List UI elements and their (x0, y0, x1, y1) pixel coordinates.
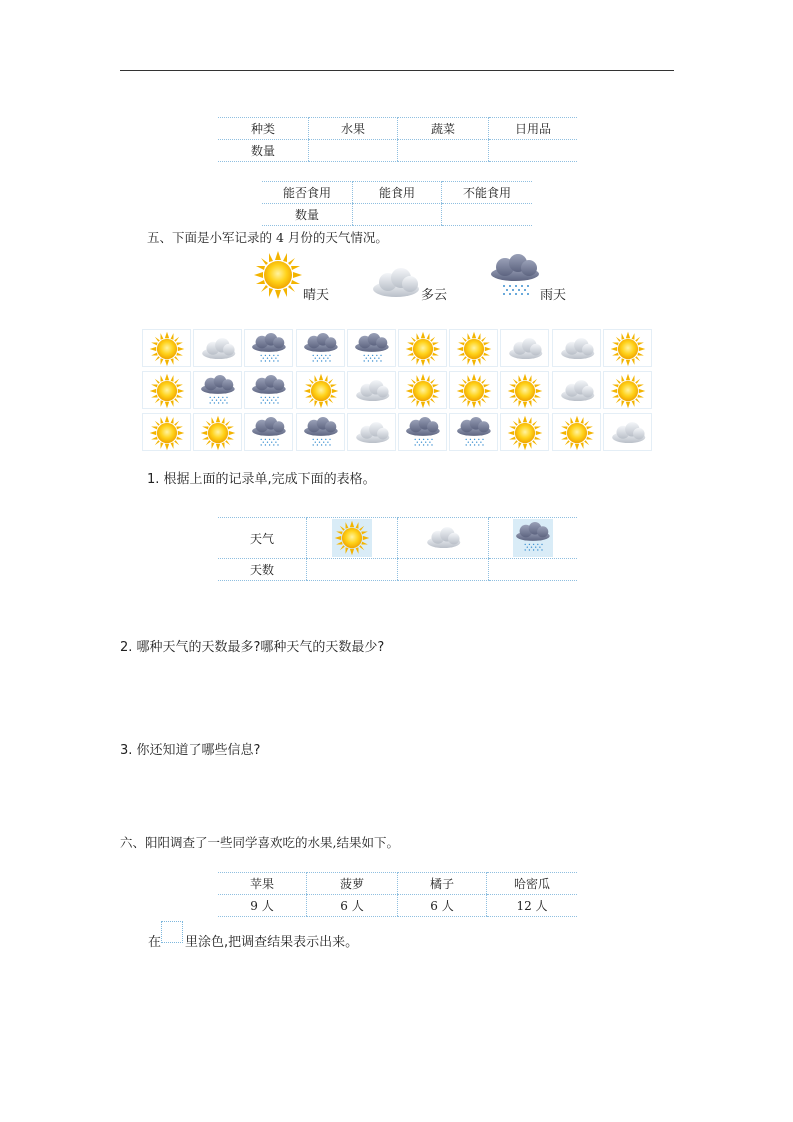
table-cell: 苹果 (218, 873, 307, 895)
weather-cell (193, 413, 242, 451)
section5-heading: 五、下面是小军记录的 4 月份的天气情况。 (147, 230, 388, 245)
sun-icon (604, 330, 653, 368)
weather-cell (193, 329, 242, 367)
table-cell: 菠萝 (307, 873, 398, 895)
cloud-icon (604, 414, 653, 452)
rain-icon (399, 414, 448, 452)
legend-sunny-label: 晴天 (303, 287, 330, 302)
cloud-icon (348, 372, 397, 410)
rain-icon (450, 414, 499, 452)
cloud-icon (194, 330, 243, 368)
sun-icon (143, 414, 192, 452)
table-cell: 哈密瓜 (487, 873, 578, 895)
table-cell: 日用品 (489, 118, 578, 140)
answer-cell[interactable] (353, 204, 442, 226)
table-cell: 6 人 (398, 895, 487, 917)
weather-record-grid (141, 327, 653, 453)
answer-cell[interactable] (489, 559, 578, 581)
sun-icon (143, 372, 192, 410)
cloud-icon (370, 265, 422, 299)
sun-icon (297, 372, 346, 410)
answer-cell[interactable] (307, 559, 398, 581)
table-cell: 天数 (218, 559, 307, 581)
weather-cell (244, 371, 293, 409)
sun-icon (553, 414, 602, 452)
rain-icon (513, 519, 553, 557)
weather-cell (142, 413, 191, 451)
cloud-icon (423, 519, 463, 557)
table-cell: 种类 (218, 118, 309, 140)
question-3: 3. 你还知道了哪些信息? (120, 743, 261, 758)
weather-cell (603, 371, 652, 409)
weather-cell (552, 371, 601, 409)
sun-icon (399, 372, 448, 410)
rain-icon (297, 330, 346, 368)
sun-icon (143, 330, 192, 368)
weather-cell (603, 413, 652, 451)
answer-cell[interactable] (309, 140, 398, 162)
answer-cell[interactable] (398, 559, 489, 581)
cloud-icon (553, 330, 602, 368)
legend-cloudy-label: 多云 (421, 287, 448, 302)
table-cell: 不能食用 (442, 182, 533, 204)
cloudy-column-header (398, 518, 489, 559)
rain-icon (194, 372, 243, 410)
cloud-icon (348, 414, 397, 452)
cloud-icon (553, 372, 602, 410)
weather-cell (347, 329, 396, 367)
rain-icon (488, 254, 542, 298)
weather-cell (244, 329, 293, 367)
weather-cell (500, 329, 549, 367)
instruction-text: 里涂色,把调查结果表示出来。 (185, 935, 359, 950)
edibility-table (262, 181, 532, 226)
weather-cell (552, 413, 601, 451)
fruit-survey-table (218, 872, 577, 917)
table-cell: 数量 (262, 204, 353, 226)
weather-cell (500, 413, 549, 451)
rain-icon (245, 372, 294, 410)
table-cell: 蔬菜 (398, 118, 489, 140)
sun-icon (253, 250, 303, 300)
weather-cell (296, 413, 345, 451)
sun-icon (501, 414, 550, 452)
weather-cell (449, 413, 498, 451)
weather-count-table (218, 517, 577, 581)
weather-cell (193, 371, 242, 409)
table-cell: 6 人 (307, 895, 398, 917)
weather-cell (603, 329, 652, 367)
color-box-icon (161, 921, 183, 943)
table-cell: 数量 (218, 140, 309, 162)
question-1: 1. 根据上面的记录单,完成下面的表格。 (147, 472, 376, 487)
weather-cell (347, 371, 396, 409)
section6-heading: 六、阳阳调查了一些同学喜欢吃的水果,结果如下。 (120, 835, 399, 850)
category-table (218, 117, 577, 162)
table-cell: 水果 (309, 118, 398, 140)
rain-icon (245, 330, 294, 368)
weather-cell (296, 371, 345, 409)
weather-cell (142, 371, 191, 409)
sun-icon (399, 330, 448, 368)
rainy-column-header (489, 518, 578, 559)
weather-cell (449, 329, 498, 367)
sun-icon (194, 414, 243, 452)
rain-icon (297, 414, 346, 452)
weather-cell (552, 329, 601, 367)
weather-cell (398, 413, 447, 451)
legend-rainy-label: 雨天 (540, 287, 567, 302)
table-cell: 能否食用 (262, 182, 353, 204)
weather-cell (398, 329, 447, 367)
weather-cell (347, 413, 396, 451)
weather-cell (449, 371, 498, 409)
table-cell: 12 人 (487, 895, 578, 917)
weather-cell (500, 371, 549, 409)
table-cell: 能食用 (353, 182, 442, 204)
sun-icon (501, 372, 550, 410)
rain-icon (348, 330, 397, 368)
table-cell: 天气 (218, 518, 307, 559)
rain-icon (245, 414, 294, 452)
instruction-prefix: 在 (148, 935, 162, 950)
weather-cell (244, 413, 293, 451)
answer-cell[interactable] (489, 140, 578, 162)
answer-cell[interactable] (442, 204, 533, 226)
answer-cell[interactable] (398, 140, 489, 162)
table-cell: 橘子 (398, 873, 487, 895)
sun-icon (450, 372, 499, 410)
weather-cell (398, 371, 447, 409)
table-cell: 9 人 (218, 895, 307, 917)
sunny-column-header (307, 518, 398, 559)
question-2: 2. 哪种天气的天数最多?哪种天气的天数最少? (120, 640, 385, 655)
sun-icon (604, 372, 653, 410)
weather-cell (296, 329, 345, 367)
header-rule (120, 70, 674, 71)
sun-icon (332, 519, 372, 557)
weather-cell (142, 329, 191, 367)
sun-icon (450, 330, 499, 368)
cloud-icon (501, 330, 550, 368)
